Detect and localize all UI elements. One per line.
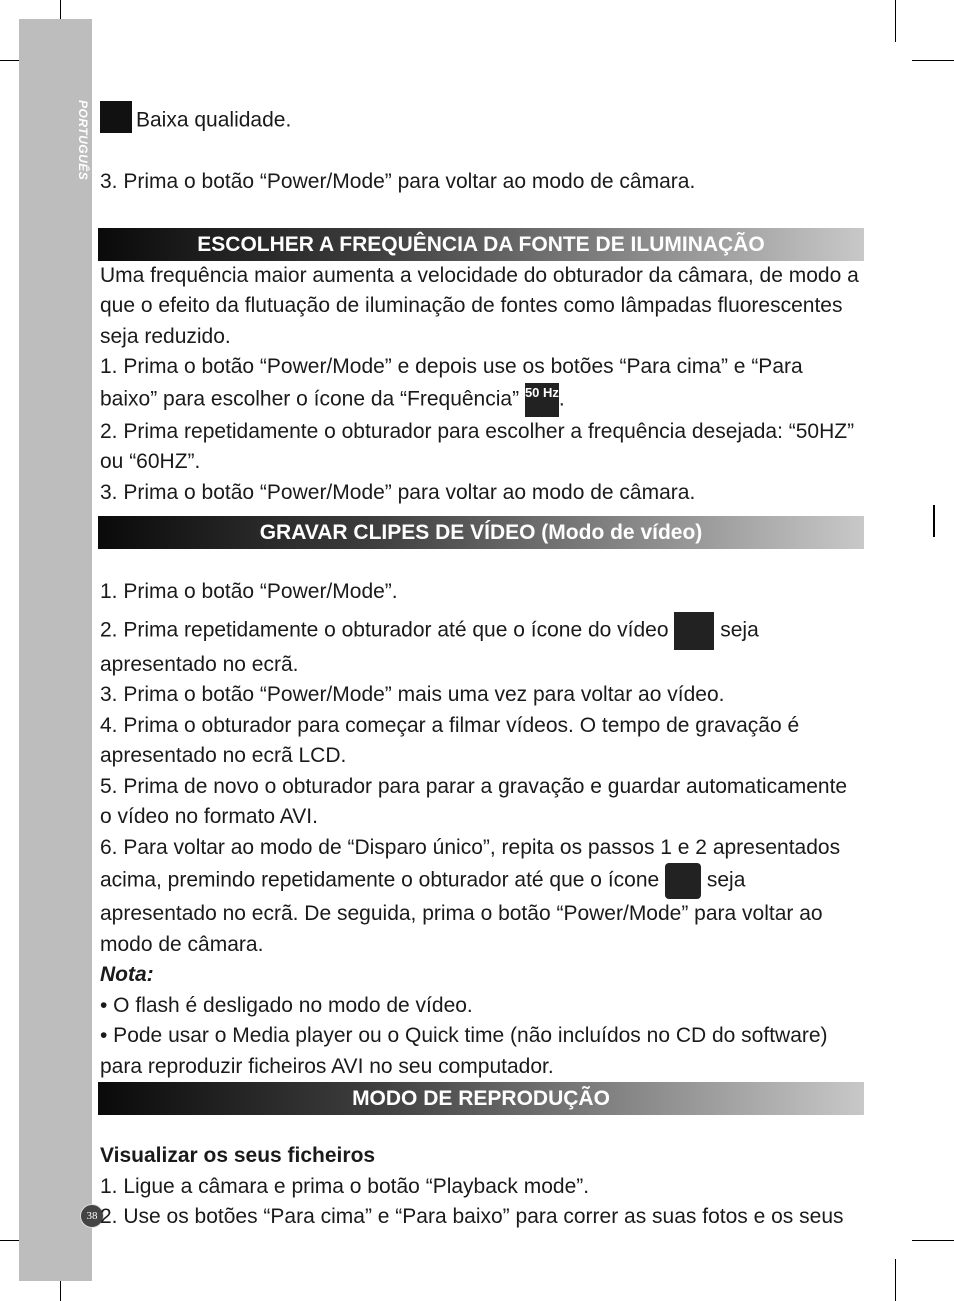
note-2: • Pode usar o Media player ou o Quick time (não incluídos no CD do software) para reproduzir ficheiros AVI no seu computador.	[100, 1024, 828, 1078]
frequency-step2: 2. Prima repetidamente o obturador para escolher a frequência desejada: “50HZ” ou “60HZ”.	[100, 419, 855, 473]
video-step5: 5. Prima de novo o obturador para parar a gravação e guardar automaticamente o vídeo no formato AVI.	[100, 774, 848, 828]
video-step1: 1. Prima o botão “Power/Mode”.	[100, 580, 398, 603]
video-step6: 6. Para voltar ao modo de “Disparo único”, repita os passos 1 e 2 apresentados acima, premindo repetidamente o obturador até que o ícone seja apresentado no ecrã. De seguida, prima o botão “Power/Mode” para voltar ao modo de câmara.	[100, 835, 841, 956]
playback-heading: MODO DE REPRODUÇÃO	[98, 1082, 864, 1115]
frequency-step3: 3. Prima o botão “Power/Mode” para voltar ao modo de câmara.	[100, 480, 696, 504]
frequency-step1: 1. Prima o botão “Power/Mode” e depois use os botões “Para cima” e “Para baixo” para escolher o ícone da “Frequência” 50 Hz.	[100, 352, 860, 417]
edge-mark	[933, 505, 935, 537]
single-shot-icon	[665, 863, 701, 899]
page-content	[100, 105, 860, 1233]
frequency-heading: ESCOLHER A FREQUÊNCIA DA FONTE DE ILUMINAÇÃO	[98, 228, 864, 261]
language-label: PORTUGUÊS	[76, 100, 90, 181]
intro-step3: 3. Prima o botão “Power/Mode” para voltar ao modo de câmara.	[100, 170, 696, 193]
frequency-intro: Uma frequência maior aumenta a velocidade do obturador da câmara, de modo a que o efeito da flutuação de iluminação de fontes como lâmpadas fluorescentes seja reduzido.	[100, 263, 859, 348]
crop-mark	[912, 1240, 954, 1241]
crop-mark	[912, 60, 954, 61]
quality-line: Baixa qualidade.	[100, 105, 860, 137]
low-quality-icon	[100, 101, 132, 133]
note-1: • O flash é desligado no modo de vídeo.	[100, 993, 473, 1017]
video-step4: 4. Prima o obturador para começar a filmar vídeos. O tempo de gravação é apresentado no ecrã LCD.	[100, 713, 800, 767]
crop-mark	[895, 0, 896, 42]
video-mode-icon	[674, 612, 714, 650]
video-step3: 3. Prima o botão “Power/Mode” mais uma vez para voltar ao vídeo.	[100, 683, 725, 706]
video-step2: 2. Prima repetidamente o obturador até que o ícone do vídeo seja apresentado no ecrã.	[100, 612, 860, 681]
frequency-icon: 50 Hz	[525, 383, 559, 417]
playback-step2: 2. Use os botões “Para cima” e “Para baixo” para correr as suas fotos e os seus	[100, 1205, 844, 1228]
note-label: Nota:	[100, 963, 154, 986]
crop-mark	[895, 1259, 896, 1301]
playback-step1: 1. Ligue a câmara e prima o botão “Playback mode”.	[100, 1174, 590, 1198]
page-number: 38	[80, 1204, 104, 1228]
video-heading: GRAVAR CLIPES DE VÍDEO (Modo de vídeo)	[98, 516, 864, 549]
playback-subheading: Visualizar os seus ficheiros	[100, 1144, 376, 1167]
